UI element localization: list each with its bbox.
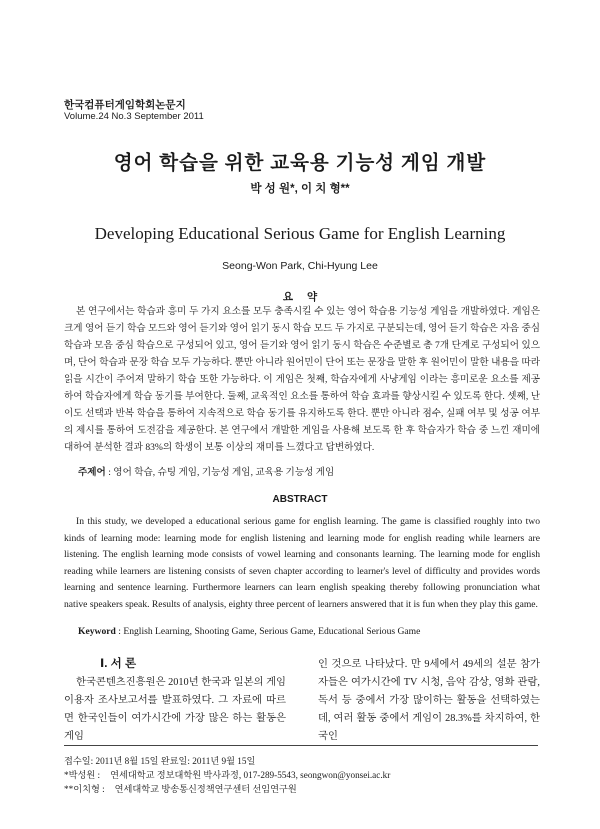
footnote-author2-text: 연세대학교 방송통신정책연구센터 선임연구원 [114,784,297,794]
paper-title-korean: 영어 학습을 위한 교육용 기능성 게임 개발 [113,153,487,174]
body-column-left: 한국콘텐츠진흥원은 2010년 한국과 일본의 게임 이용자 조사보고서를 발표하였다. 그 자료에 따르면 한국인들이 여가시간에 가장 많은 하는 활동은 게임 [64,677,286,742]
keywords-korean-label: 주제어 [78,467,106,478]
footnote-author1-label: *박성원 : [64,770,101,780]
keywords-korean [78,464,334,478]
footnote-author1 [64,768,390,782]
keywords-korean-sep: : [108,467,114,478]
authors-english: Seong-Won Park, Chi-Hyung Lee [222,260,378,272]
footnote-divider [64,745,538,746]
journal-name: 한국컴퓨터게임학회논문지 [64,99,186,111]
journal-volume: Volume.24 No.3 September 2011 [64,111,204,122]
keywords-english [78,626,420,637]
footnote-author2 [64,782,297,796]
keywords-english-label: Keyword [78,626,116,637]
footnote-dates: 접수일: 2011년 8월 15일 완료일: 2011년 9월 15일 [64,756,256,766]
abstract-heading-english: ABSTRACT [272,494,328,505]
keywords-korean-text: 영어 학습, 슈팅 게임, 기능성 게임, 교육용 기능성 게임 [113,467,335,478]
body-column-right: 인 것으로 나타났다. 만 9세에서 49세의 설문 참가자들은 여가시간에 TV 시청, 음악 감상, 영화 관람, 독서 등 중에서 가장 많이하는 활동을 선택하였는데, 여러 활동 중에서 게임이 28.3%를 차지하여, 한국인 [318,659,540,742]
keywords-english-text: English Learning, Shooting Game, Serious Game, Educational Serious Game [123,626,421,637]
abstract-heading-korean: 요약 [282,291,332,303]
paper-title-english: Developing Educational Serious Game for English Learning [94,224,506,243]
footnote-author1-text: 연세대학교 정보대학원 박사과정, 017-289-5543, seongwon@yonsei.ac.kr [110,770,391,780]
authors-korean: 박 성 원*, 이 치 형** [250,183,350,195]
keywords-english-sep: : [118,626,124,637]
section-heading-introduction: Ⅰ. 서 론 [100,658,137,670]
abstract-english: In this study, we developed a educational serious game for english learning. The game is classified roughly into two kinds of learning mode: learning mode for english listening and learning mode for english reading while learners are listening. The english learning mode consists of vowel learning and consonants learning. The learning mode for english reading while learners are listening consists of seven chapter according to learner's level of difficulty and provides words learning and sentence learning. Furthermore learners can learn english speaking thereby following pronunciation what native speakers speak. Results of analysis, eighty three percent of learners answered that it is fun when they play this game. [64,516,540,610]
footnote-author2-label: **이치형 : [64,784,105,794]
abstract-korean: 본 연구에서는 학습과 흥미 두 가지 요소를 모두 충족시킬 수 있는 영어 학습용 기능성 게임을 개발하였다. 게임은 크게 영어 듣기 학습 모드와 영어 듣기와 영어 읽기 동시 학습 모드 두 가지로 구분되는데, 영어 듣기 학습은 자음 중심 학습과 모음 중심 학습으로 구성되어 있고, 영어 듣기와 영어 읽기 동시 학습은 수준별로 총 7개 단계로 구성되어 있으며, 단어 학습과 문장 학습 모두 가능하다. 뿐만 아니라 원어민이 단어 또는 문장을 말한 후 원어민이 말한 내용을 따라 읽을 시간이 주어져 말하기 학습 또한 가능하다. 이 게임은 첫째, 학습자에게 사냥게임 이라는 흥미로운 요소를 제공하여 학습자에게 학습 동기를 부여한다. 둘째, 교육적인 요소를 통하여 학습 효과를 향상시킬 수 있도록 한다. 셋째, 난이도 선택과 반복 학습을 통하여 지속적으로 학습 동기를 유지하도록 한다. 뿐만 아니라 점수, 실패 여부 및 성공 여부의 제시를 통하여 도전감을 제공한다. 본 연구에서 개발한 게임을 사용해 보도록 한 후 학습자가 학습 중 느낀 재미에 대하여 분석한 결과 83%의 학생이 보통 이상의 재미를 느꼈다고 답변하였다. [64,306,540,453]
